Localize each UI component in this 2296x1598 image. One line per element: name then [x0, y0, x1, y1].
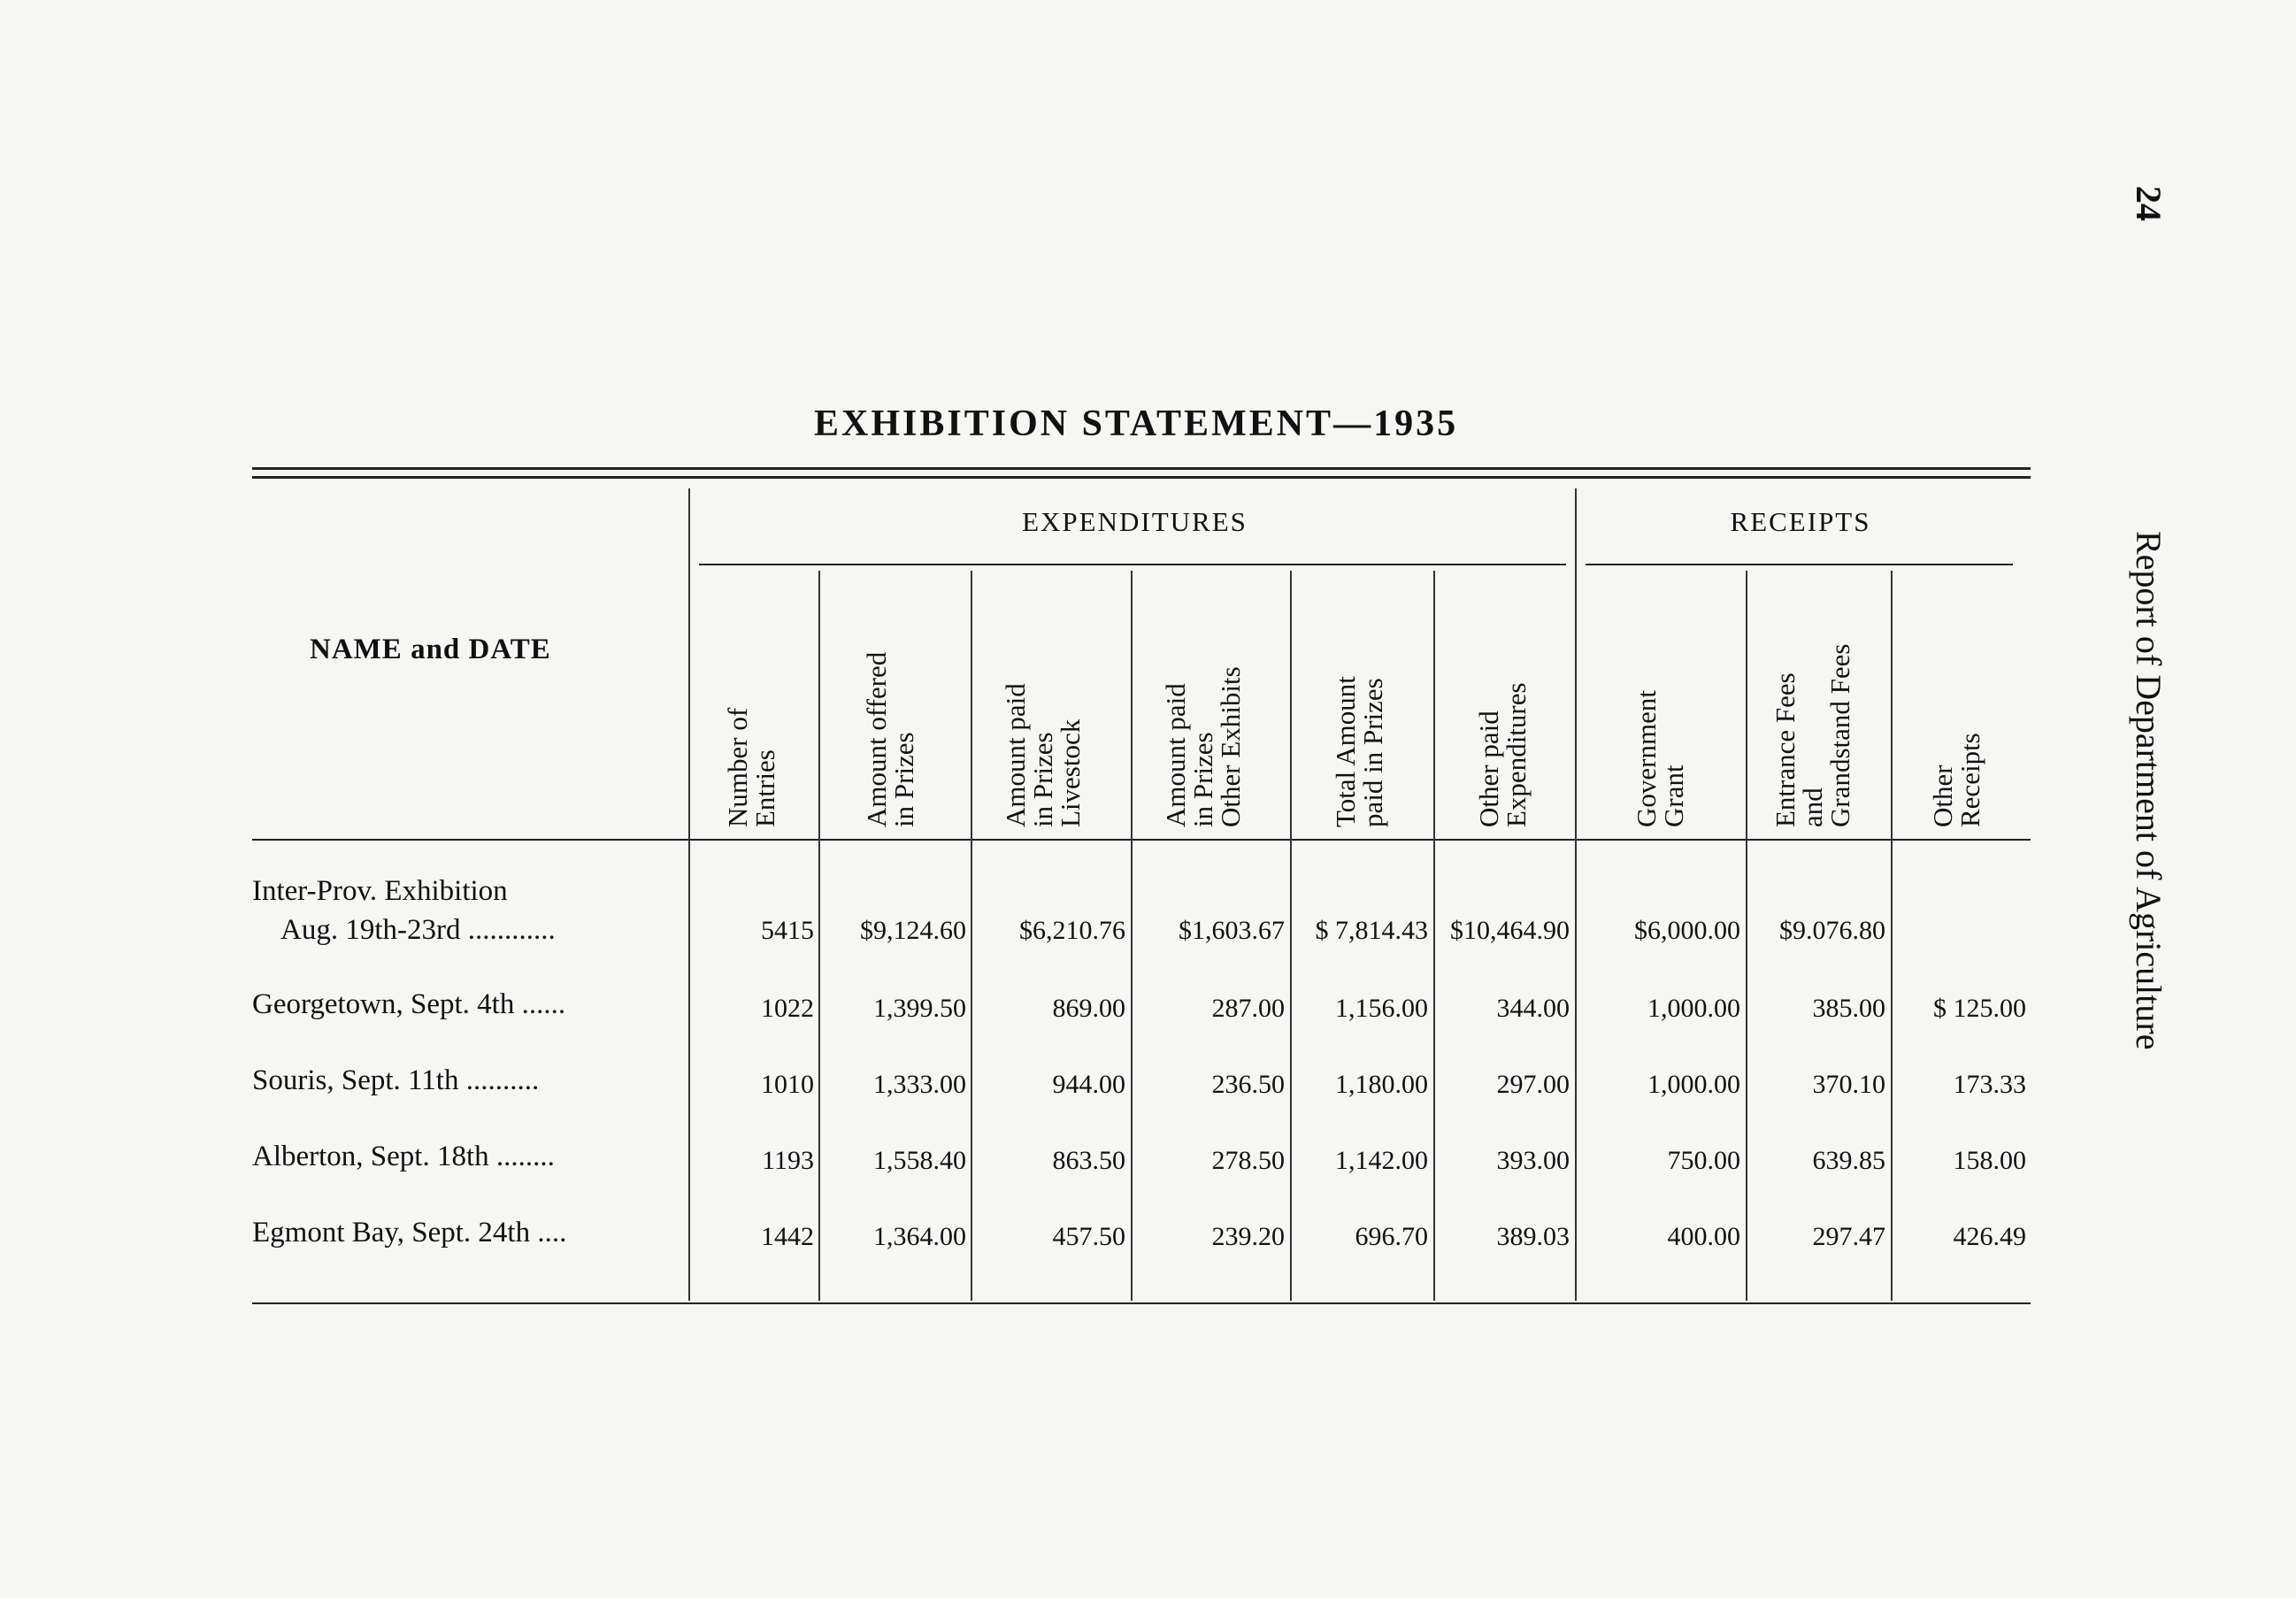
- table-cell: 1,364.00: [873, 1222, 966, 1251]
- table-cell: 1,156.00: [1335, 994, 1428, 1023]
- col-divider: [818, 571, 820, 1301]
- table-cell: 639.85: [1812, 1146, 1885, 1175]
- table-cell: $9,124.60: [860, 916, 966, 945]
- table-bottom-rule: [252, 1302, 2031, 1304]
- table-cell: 400.00: [1667, 1222, 1740, 1251]
- col-divider: [1131, 571, 1133, 1301]
- table-cell: 750.00: [1667, 1146, 1740, 1175]
- table-cell: 370.10: [1812, 1070, 1885, 1099]
- table-cell: $6,210.76: [1019, 916, 1125, 945]
- receipts-underline: [1586, 564, 2013, 565]
- expenditures-header: EXPENDITURES: [1022, 506, 1248, 537]
- table-cell: 297.47: [1812, 1222, 1885, 1251]
- table-cell: 944.00: [1052, 1070, 1125, 1099]
- table-cell: $9.076.80: [1779, 916, 1885, 945]
- top-rule-1: [252, 467, 2031, 470]
- table-cell: 1,142.00: [1335, 1146, 1428, 1175]
- name-date-header: NAME and DATE: [310, 634, 551, 665]
- table-cell: 239.20: [1211, 1222, 1285, 1251]
- table-cell: $6,000.00: [1634, 916, 1740, 945]
- column-header-paid-other-exhibits: Amount paid in Prizes Other Exhibits: [1160, 666, 1246, 827]
- table-cell: 863.50: [1052, 1146, 1125, 1175]
- table-cell: 158.00: [1953, 1146, 2026, 1175]
- col-divider: [1891, 571, 1893, 1301]
- table-cell: $ 125.00: [1933, 994, 2026, 1023]
- table-cell: 1,558.40: [873, 1146, 966, 1175]
- table-cell: $1,603.67: [1179, 916, 1285, 945]
- table-cell: $ 7,814.43: [1315, 916, 1428, 945]
- col-divider: [688, 488, 690, 1301]
- row-name: Souris, Sept. 11th ..........: [252, 1064, 540, 1096]
- table-cell: 869.00: [1052, 994, 1125, 1023]
- table-cell: 457.50: [1052, 1222, 1125, 1251]
- col-divider: [1746, 571, 1747, 1301]
- column-header-other-expenditures: Other paid Expenditures: [1473, 682, 1532, 827]
- table-cell: 1442: [761, 1222, 814, 1251]
- table-cell: 344.00: [1496, 994, 1570, 1023]
- table-cell: 278.50: [1211, 1146, 1285, 1175]
- top-rule-2: [252, 476, 2031, 479]
- table-cell: $10,464.90: [1450, 916, 1570, 945]
- table-cell: 426.49: [1953, 1222, 2026, 1251]
- col-divider: [971, 571, 972, 1301]
- table-cell: 1022: [761, 994, 814, 1023]
- table-cell: 173.33: [1953, 1070, 2026, 1099]
- table-cell: 1,000.00: [1647, 994, 1740, 1023]
- table-cell: 696.70: [1355, 1222, 1428, 1251]
- table-cell: 1,399.50: [873, 994, 966, 1023]
- col-divider: [1575, 488, 1577, 1301]
- table-cell: 1,000.00: [1647, 1070, 1740, 1099]
- column-header-other-receipts: Other Receipts: [1927, 733, 1985, 827]
- column-header-entries: Number of Entries: [722, 707, 780, 827]
- table-cell: 1010: [761, 1070, 814, 1099]
- table-cell: 393.00: [1496, 1146, 1570, 1175]
- table-cell: 385.00: [1812, 994, 1885, 1023]
- table-cell: 1193: [762, 1146, 814, 1175]
- expenditures-underline: [699, 564, 1566, 565]
- row-name: Georgetown, Sept. 4th ......: [252, 988, 566, 1020]
- table-cell: 5415: [761, 916, 814, 945]
- table-cell: 389.03: [1496, 1222, 1570, 1251]
- column-header-total-paid: Total Amount paid in Prizes: [1330, 676, 1388, 827]
- page-title: EXHIBITION STATEMENT—1935: [814, 403, 1459, 444]
- running-title: Report of Department of Agriculture: [2129, 531, 2169, 1050]
- header-bottom-rule: [252, 839, 2031, 841]
- table-cell: 297.00: [1496, 1070, 1570, 1099]
- running-header: [2128, 186, 2169, 1049]
- row-name: Alberton, Sept. 18th ........: [252, 1141, 555, 1172]
- table-cell: 287.00: [1211, 994, 1285, 1023]
- table-cell: 1,180.00: [1335, 1070, 1428, 1099]
- column-header-amount-offered: Amount offered in Prizes: [861, 651, 919, 827]
- page-number: 24: [2129, 186, 2169, 221]
- table-cell: 1,333.00: [873, 1070, 966, 1099]
- receipts-header: RECEIPTS: [1730, 506, 1871, 537]
- column-header-government-grant: Government Grant: [1631, 690, 1689, 827]
- row-name: Inter-Prov. Exhibition Aug. 19th-23rd ............: [252, 875, 556, 946]
- column-header-entrance-fees: Entrance Fees and Grandstand Fees: [1770, 643, 1855, 827]
- table-cell: 236.50: [1211, 1070, 1285, 1099]
- col-divider: [1433, 571, 1435, 1301]
- column-header-paid-livestock: Amount paid in Prizes Livestock: [1000, 683, 1086, 827]
- row-name: Egmont Bay, Sept. 24th ....: [252, 1217, 567, 1248]
- col-divider: [1290, 571, 1292, 1301]
